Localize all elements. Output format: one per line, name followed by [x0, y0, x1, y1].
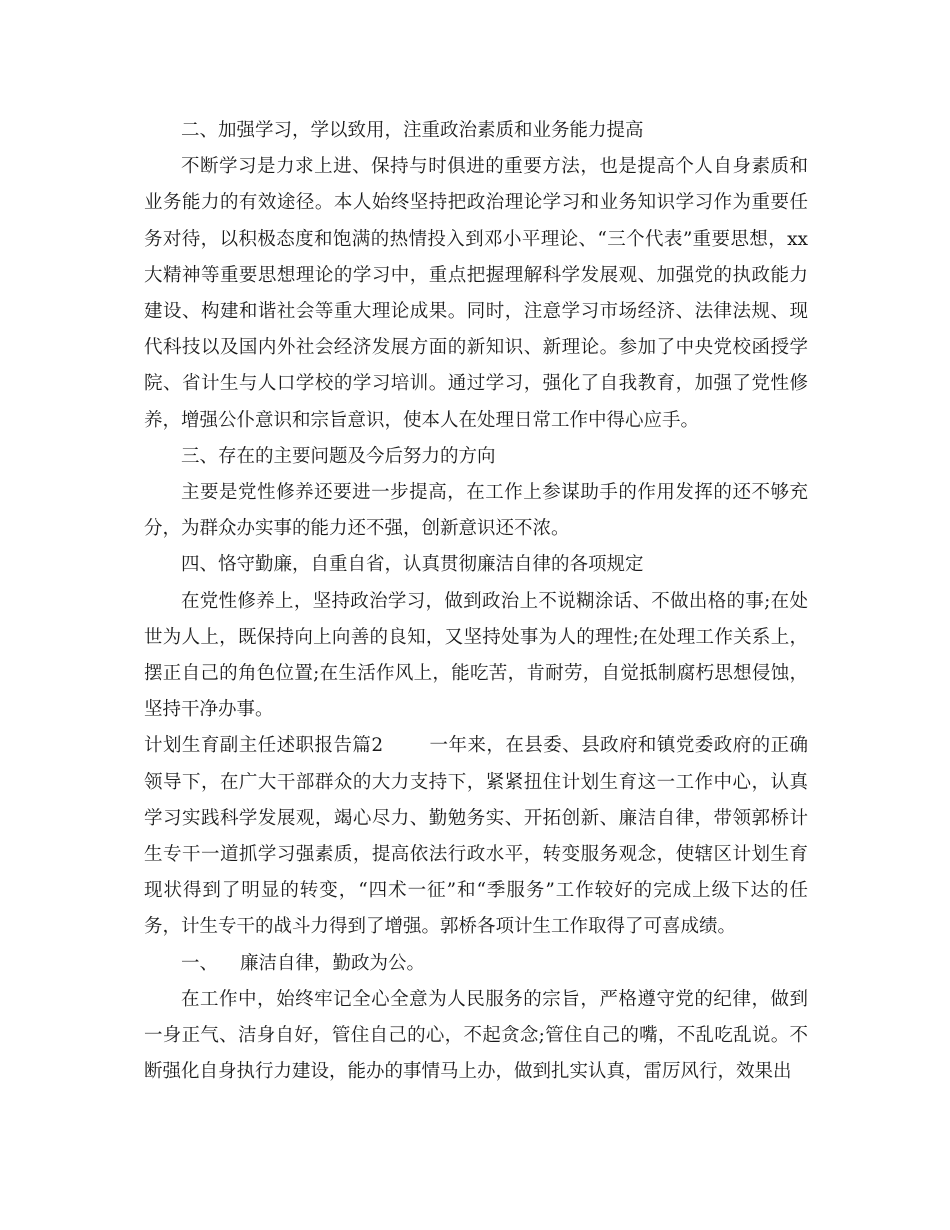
- section-heading-2: 二、加强学习，学以致用，注重政治素质和业务能力提高: [181, 120, 644, 141]
- body-paragraph-study: 不断学习是力求上进、保持与时俱进的重要方法，也是提高个人自身素质和业务能力的有效途径。本人始终坚持把政治理论学习和业务知识学习作为重要任务对待，以积极态度和饱满的热情投入到邓小平理论、“三个代表”重要思想，xx大精神等重要思想理论的学习中，重点把握理解科学发展观、加强党的执政能力建设、构建和谐社会等重大理论成果。同时，注意学习市场经济、法律法规、现代科技以及国内外社会经济发展方面的新知识、新理论。参加了中央党校函授学院、省计生与人口学校的学习培训。通过学习，强化了自我教育，加强了党性修养，增强公仆意识和宗旨意识，使本人在处理日常工作中得心应手。: [144, 156, 808, 431]
- section-heading-4: 四、恪守勤廉，自重自省，认真贯彻廉洁自律的各项规定: [181, 554, 644, 576]
- body-paragraph-problems: 主要是党性修养还要进一步提高，在工作上参谋助手的作用发挥的还不够充分，为群众办实事的能力还不强，创新意识还不浓。: [144, 482, 808, 540]
- report-intro: 一年来，在县委、县政府和镇党委政府的正确领导下，在广大干部群众的大力支持下，紧紧扭住计划生育这一工作中心，认真学习实践科学发展观，竭心尽力、勤勉务实、开拓创新、廉洁自律，带领郭桥计生专干一道抓学习强素质，提高依法行政水平，转变服务观念，使辖区计划生育现状得到了明显的转变，“四术一征”和“季服务”工作较好的完成上级下达的任务，计生专干的战斗力得到了增强。郭桥各项计生工作取得了可喜成绩。: [144, 735, 808, 938]
- section-one-heading: [144, 946, 808, 982]
- body-paragraph-integrity: 在党性修养上，坚持政治学习，做到政治上不说糊涂话、不做出格的事;在处世为人上，既保持向上向善的良知，又坚持处事为人的理性;在处理工作关系上，摆正自己的角色位置;在生活作风上，能吃苦，肯耐劳，自觉抵制腐朽思想侵蚀，坚持干净办事。: [144, 590, 808, 721]
- section-one-title: 廉洁自律，勤政为公。: [240, 952, 426, 974]
- report-paragraph: [144, 728, 808, 945]
- section-heading-3: 三、存在的主要问题及今后努力的方向: [181, 445, 496, 467]
- body-paragraph-closing: 在工作中，始终牢记全心全意为人民服务的宗旨，严格遵守党的纪律，做到一身正气、洁身自好，管住自己的心，不起贪念;管住自己的嘴，不乱吃乱说。不断强化自身执行力建设，能办的事情马上办，做到扎实认真，雷厉风行，效果出: [144, 988, 808, 1083]
- document-body: [144, 113, 808, 1090]
- report-title: 计划生育副主任述职报告篇2: [144, 735, 384, 757]
- section-one-number: 一、: [181, 952, 219, 974]
